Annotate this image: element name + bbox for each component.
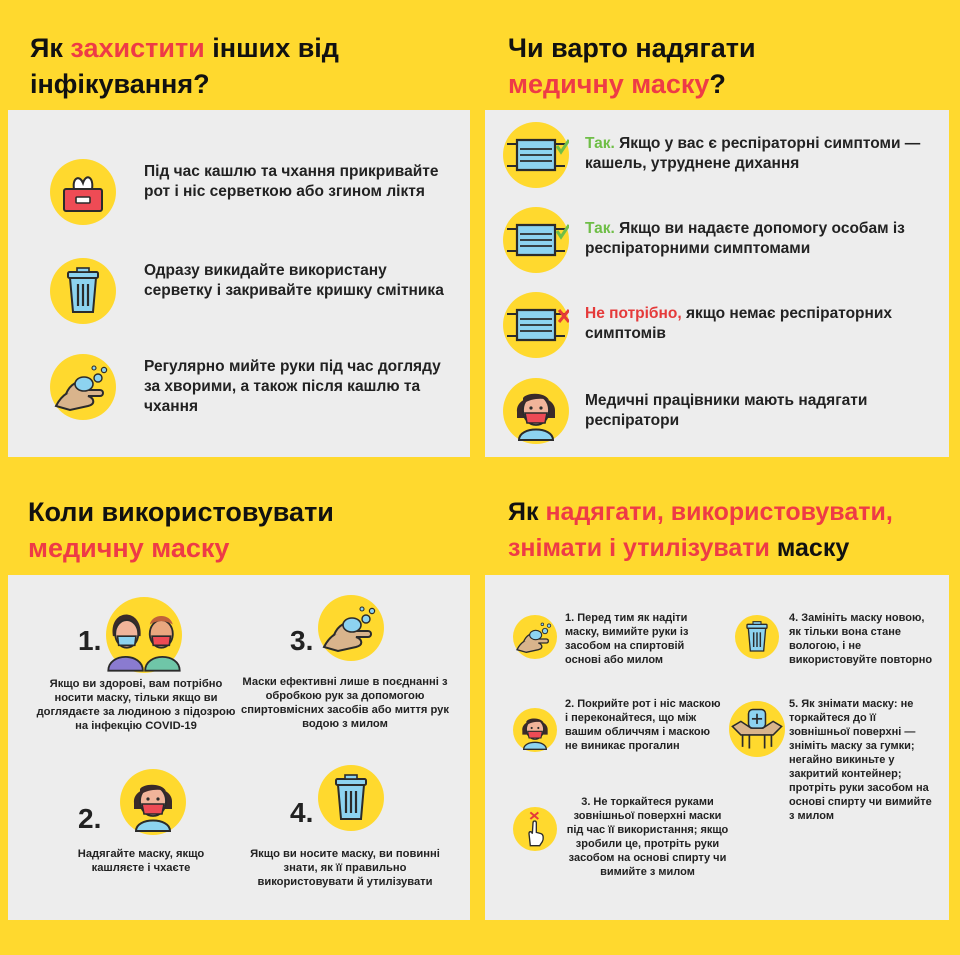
q3-item-3: Маски ефективні лише в поєднанні з обробкою рук за допомогою спиртовмісних засобів або миття рук водою з милом (240, 676, 450, 730)
q3-title-highlight: медичну маску (28, 533, 230, 563)
q4-step-4: 4. Замініть маску новою, як тільки вона стане вологою, і не використовуйте повторно (789, 612, 933, 666)
trash-bin-icon (735, 615, 779, 659)
q3-title: Коли використовувати медичну маску (28, 497, 334, 563)
washing-hands-icon (50, 354, 116, 420)
mask-cross-icon (503, 292, 569, 358)
mask-check-icon (503, 207, 569, 273)
q4-step-5: 5. Як знімати маску: не торкайтеся до її зовнішньої поверхні — зніміть маску за гумки; негайно викиньте у закритий контейнер; протріть руки засобом на основі спирту чи вимийте з милом (789, 698, 932, 822)
q3-item-4: Якщо ви носите маску, ви повинні знати, як її правильно використовувати й утилізувати (250, 848, 440, 888)
masked-person-icon (503, 378, 569, 444)
q4-step-3: 3. Не торкайтеся руками зовнішньої поверхні маски під час її використання; якщо зробили це, протріть руки засобом на основі спирту чи вимийте з милом (566, 796, 729, 878)
q1-panel (8, 110, 470, 457)
q2-item-1: Так. Якщо у вас є респіраторні симптоми — кашель, утруднене дихання (585, 135, 921, 172)
q1-item-2: Одразу викидайте використану серветку і закривайте кришку смітника (144, 262, 444, 299)
q3-panel (8, 575, 470, 920)
q3-item-2: Надягайте маску, якщо кашляєте і чхаєте (77, 848, 205, 874)
sanitizer-hands-icon (729, 701, 785, 757)
trash-bin-icon (318, 765, 384, 831)
washing-hands-icon (513, 615, 557, 659)
q1-item-3: Регулярно мийте руки під час догляду за хворими, а також після кашлю та чхання (144, 358, 441, 415)
q4-step-2: 2. Покрийте рот і ніс маскою і переконайтеся, що між вашим обличчям і маскою не виникає прогалин (565, 698, 721, 752)
q4-panel (485, 575, 949, 920)
q3-number-4: 4. (290, 797, 314, 828)
q1-title: Як захистити інших від інфікування? (30, 33, 339, 99)
washing-hands-icon (318, 595, 384, 661)
q2-item-2: Так. Якщо ви надаєте допомогу особам із респіраторними симптомами (585, 220, 905, 257)
q3-number-2: 2. (78, 803, 102, 834)
q1-item-1: Під час кашлю та чхання прикривайте рот і ніс серветкою або згином ліктя (144, 163, 439, 200)
q1-title-highlight: захистити (70, 33, 205, 63)
q2-title-highlight: медичну маску (508, 69, 710, 99)
q2-item-4: Медичні працівники мають надягати респіратори (585, 392, 868, 429)
masked-person-icon (513, 708, 557, 752)
q4-title-highlight-1: надягати, використовувати, (545, 498, 893, 526)
q3-item-1: Якщо ви здорові, вам потрібно носити маску, тільки якщо ви доглядаєте за людиною з підозрою на інфекцію COVID-19 (36, 678, 236, 732)
q2-title: Чи варто надягати медичну маску? (508, 33, 756, 99)
two-people-masks-icon (106, 597, 182, 673)
q3-number-3: 3. (290, 625, 314, 656)
no-touch-icon (513, 807, 557, 851)
tissue-box-icon (50, 159, 116, 225)
q4-title: Як надягати, використовувати, знімати і утилізувати маску (508, 498, 893, 562)
trash-bin-icon (50, 258, 116, 324)
q4-title-highlight-2: знімати і утилізувати (508, 534, 770, 562)
masked-person-icon (120, 769, 186, 835)
q3-number-1: 1. (78, 625, 102, 656)
q2-item-3: Не потрібно, якщо немає респіраторних симптомів (585, 305, 893, 342)
q2-panel (485, 110, 949, 457)
mask-check-icon (503, 122, 569, 188)
q4-step-1: 1. Перед тим як надіти маску, вимийте руки із засобом на спиртовій основі або милом (565, 612, 689, 666)
